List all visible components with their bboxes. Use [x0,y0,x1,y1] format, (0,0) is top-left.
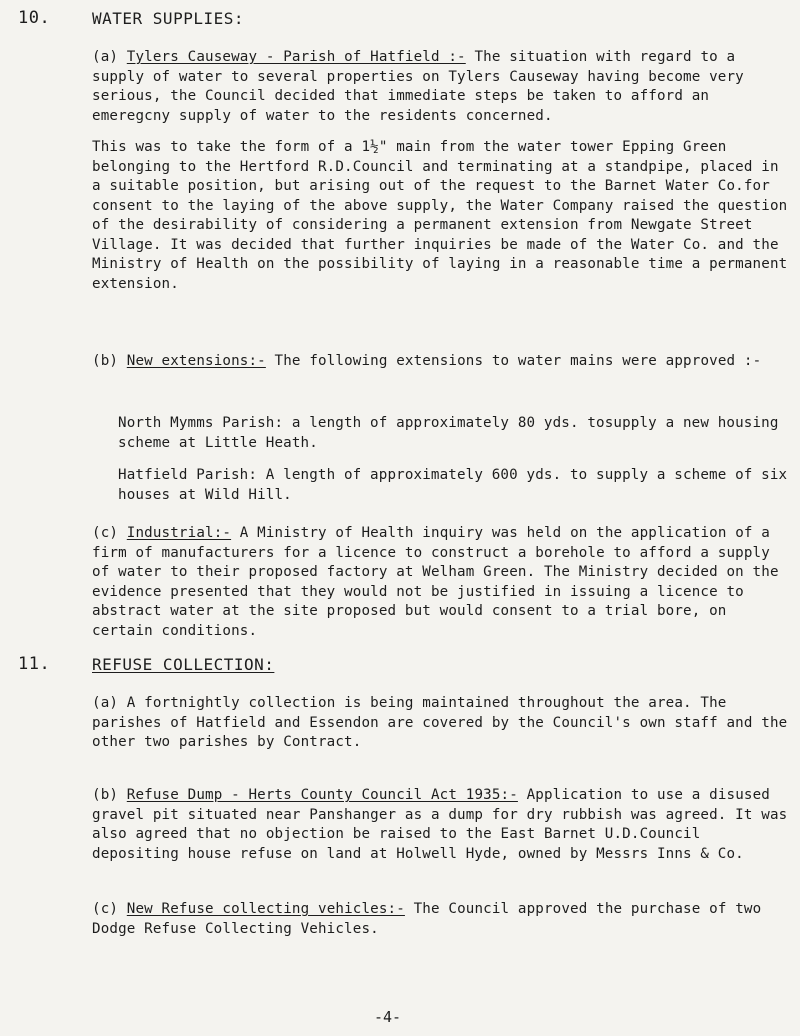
section-10-a-heading: Tylers Causeway - Parish of Hatfield :- [126,49,466,65]
section-10-c-text: A Ministry of Health inquiry was held on the application of a firm of manufacturers for a licence to construct a borehole to afford a supply of water to their proposed factory at Welham Green. The Ministry decided on the evidence presented that they would not be justified in issuing a licence to abstract water at the site proposed but would consent to a trial bore, on certain conditions. [92,525,788,639]
section-10-c-heading: Industrial:- [126,525,232,541]
section-11-a-paragraph [92,694,797,753]
section-10-c-paragraph [92,524,792,641]
section-11-title: REFUSE COLLECTION: [92,655,275,674]
section-11-number: 11. [18,654,51,674]
section-10-b-item-hatfield: Hatfield Parish: A length of approximately 600 yds. to supply a scheme of six houses at Wild Hill. [118,467,796,503]
section-10-a-paragraph [92,48,792,126]
section-11-b-text: Application to use a disused gravel pit situated near Panshanger as a dump for dry rubbish was agreed. It was also agreed that no objection be raised to the East Barnet U.D.Council depositing house refuse on land at Holwell Hyde, owned by Messrs Inns & Co. [92,787,797,862]
page-number: -4- [374,1008,402,1026]
section-11-c-paragraph [92,900,792,939]
section-10-c-label: (c) [92,525,119,541]
section-10-b-label: (b) [92,353,119,369]
section-11-b-paragraph [92,786,797,864]
section-11-c-heading: New Refuse collecting vehicles:- [126,901,405,917]
section-10-a-text: The situation with regard to a supply of water to several properties on Tylers Causeway having become very serious, the Council decided that immediate steps be taken to afford an emeregcny supply of water to the residents concerned. [92,49,753,124]
section-10-a-label: (a) [92,49,119,65]
section-11-c-label: (c) [92,901,119,917]
section-11-a-text: A fortnightly collection is being maintained throughout the area. The parishes of Hatfield and Essendon are covered by the Council's own staff and the other two parishes by Contract. [92,695,797,750]
section-10-a-continuation: This was to take the form of a 1½" main from the water tower Epping Green belonging to the Hertford R.D.Council and terminating at a standpipe, placed in a suitable position, but arising out of the request to the Barnet Water Co.for consent to the laying of the above supply, the Water Company raised the question of the desirability of considering a permanent extension from Newgate Street Village. It was decided that further inquiries be made of the Water Co. and the Ministry of Health on the possibility of laying in a reasonable time a permanent extension. [92,139,797,292]
section-11-a-label: (a) [92,695,119,711]
section-10-title: WATER SUPPLIES: [92,9,244,28]
section-11-b-heading: Refuse Dump - Herts County Council Act 1935:- [126,787,518,803]
section-10-b-heading: New extensions:- [126,353,266,369]
section-11-c-text: The Council approved the purchase of two Dodge Refuse Collecting Vehicles. [92,901,770,937]
section-11-b-label: (b) [92,787,119,803]
section-10-b-item-north-mymms: North Mymms Parish: a length of approximately 80 yds. tosupply a new housing scheme at Little Heath. [118,415,788,451]
section-10-b-paragraph [92,352,792,372]
section-10-b-text: The following extensions to water mains were approved :- [265,353,762,369]
section-10-number: 10. [18,8,51,28]
